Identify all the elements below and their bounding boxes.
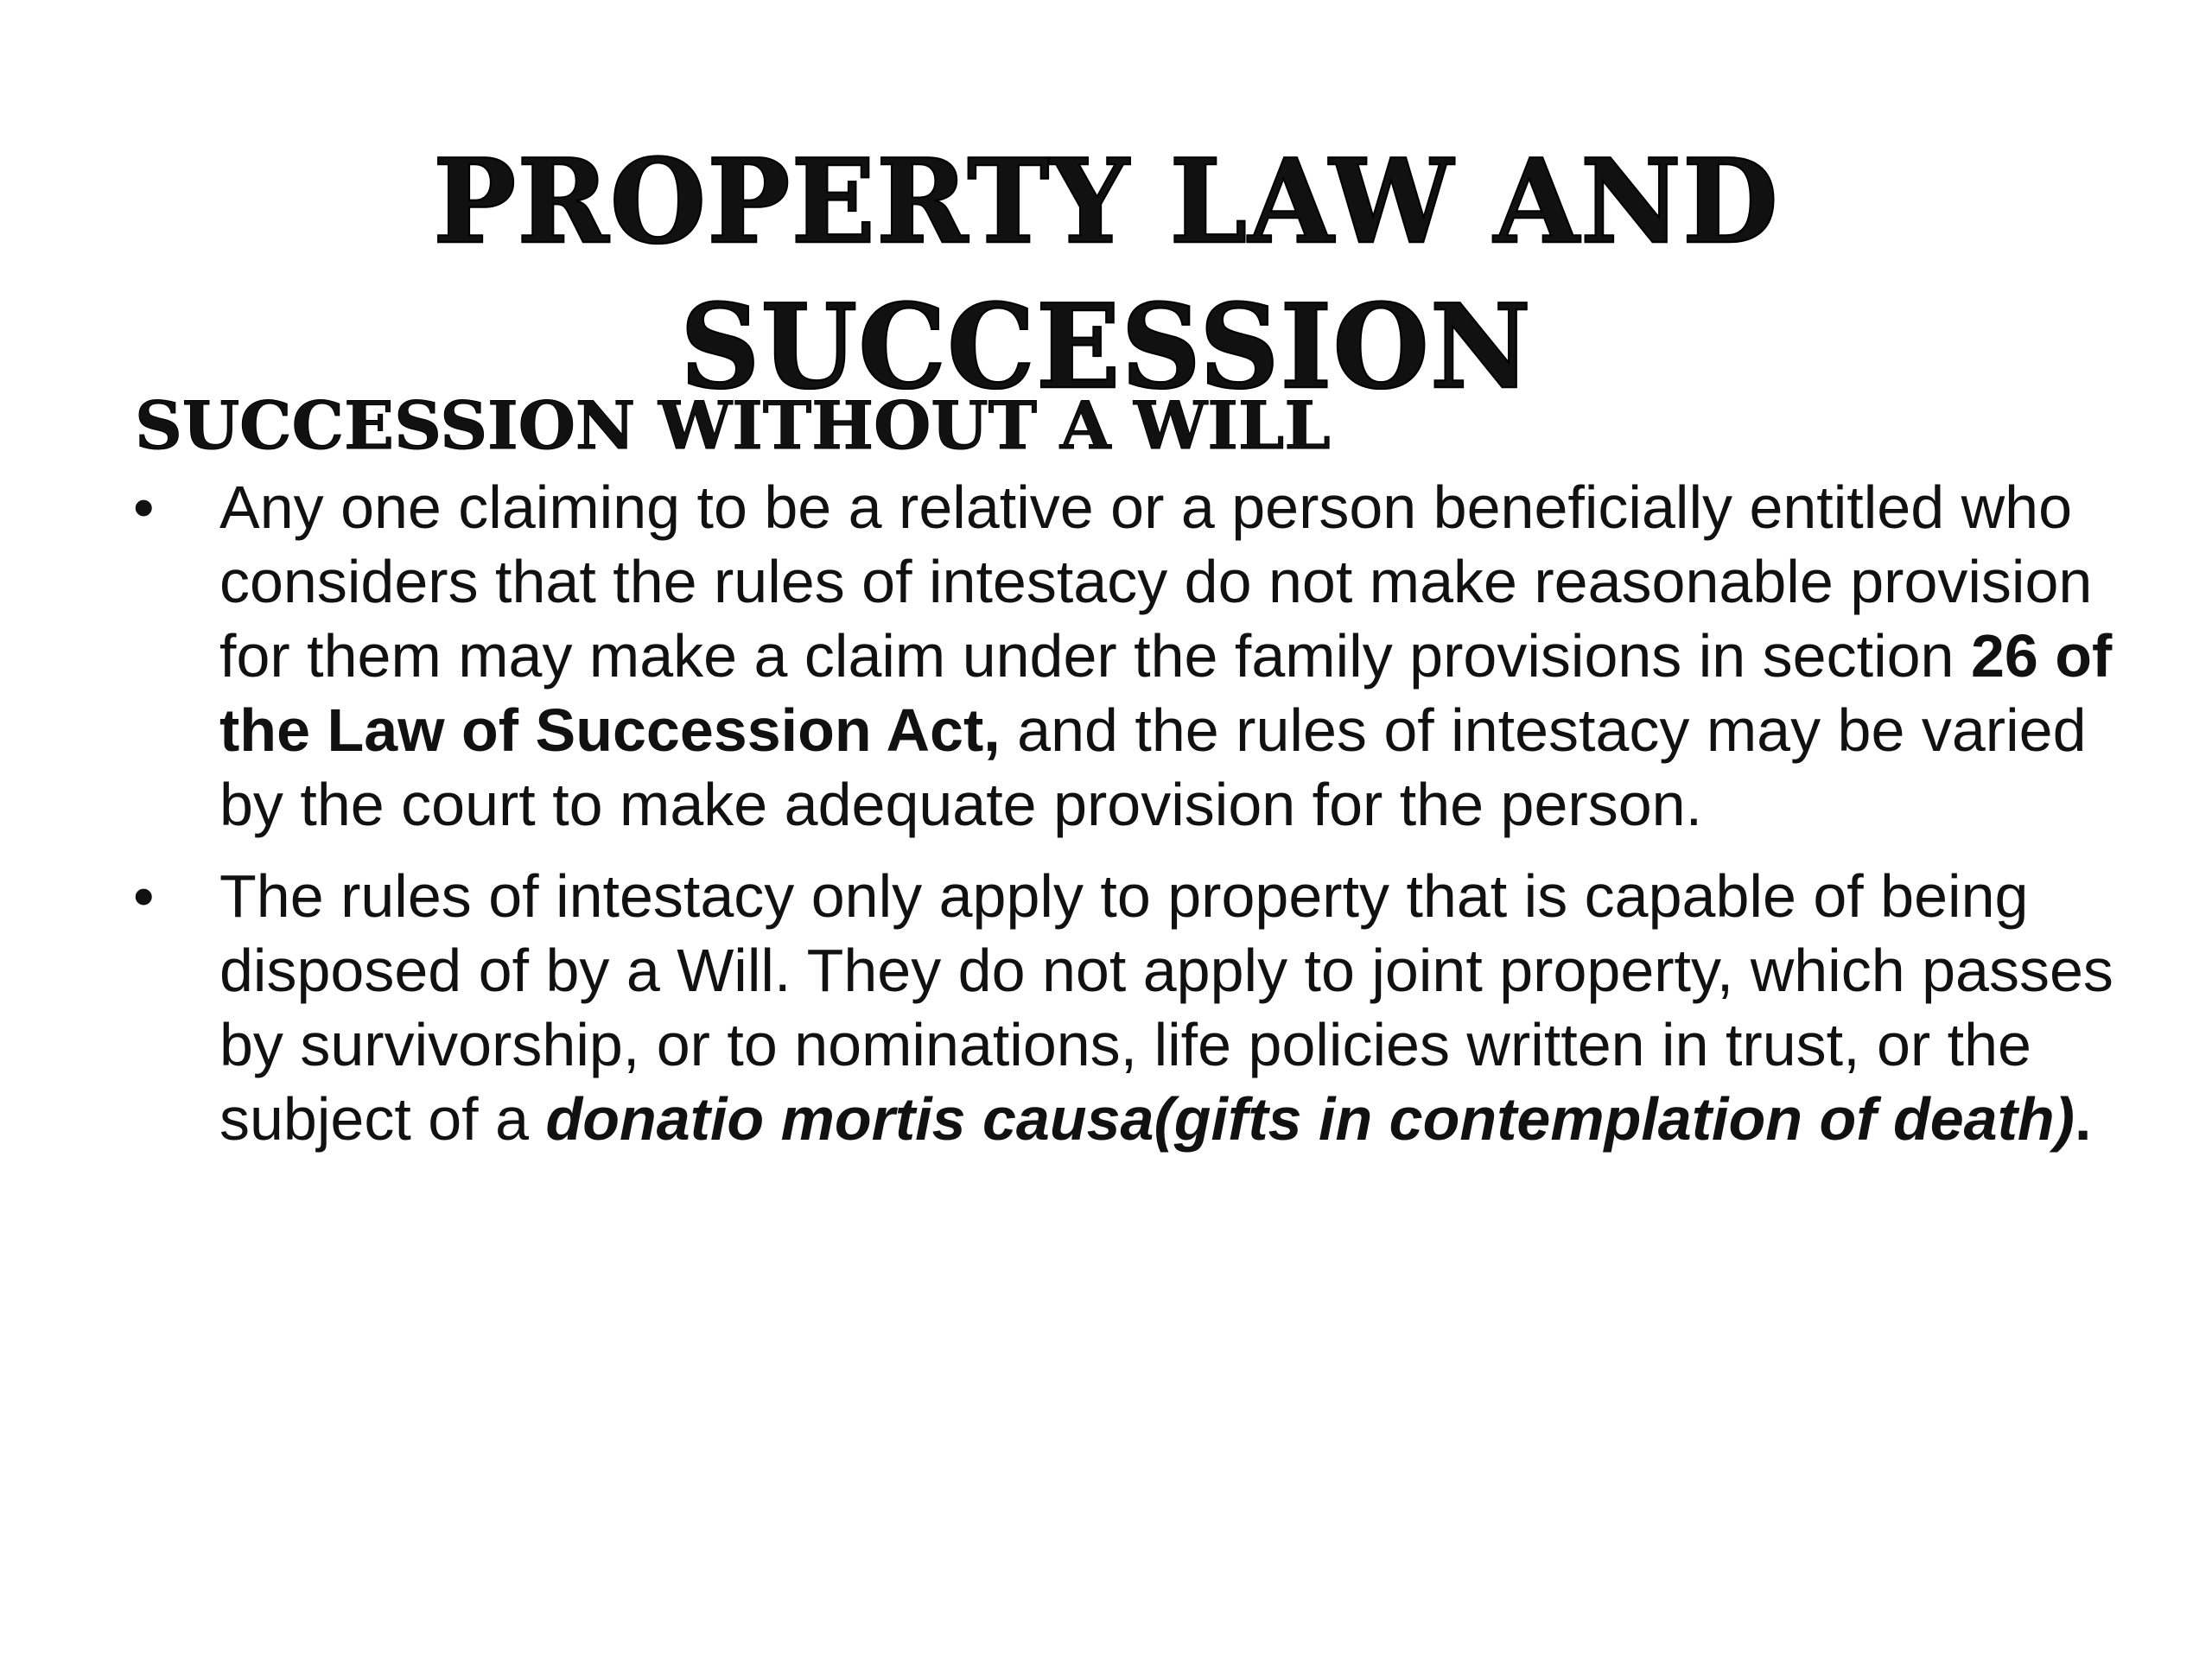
- slide-title: PROPERTY LAW AND SUCCESSION: [433, 134, 1779, 416]
- bullet-list: [130, 470, 2117, 1156]
- slide-content: [130, 387, 2117, 1173]
- bullet-text: and the rules of intestacy may be varied by the court to make adequate provision for the person.: [219, 696, 2087, 838]
- sentence-end: .: [2074, 1085, 2092, 1153]
- bullet-text: Any one claiming to be a relative or a person beneficially entitled who considers that the rules of intestacy do not make reasonable provision for them may make a claim under the family provisions in section: [219, 474, 2093, 690]
- bullet-item-family-provision: [130, 470, 2117, 842]
- latin-term: donatio mortis causa(gifts in contemplation of death): [545, 1085, 2075, 1153]
- section-heading: SUCCESSION WITHOUT A WILL: [135, 387, 1331, 464]
- bullet-item-intestacy-scope: [130, 859, 2117, 1156]
- bullet-icon: •: [133, 862, 155, 930]
- bullet-icon: •: [133, 474, 155, 541]
- act-reference: 26 of the Law of Succession Act,: [219, 622, 2113, 764]
- bullet-text: The rules of intestacy only apply to property that is capable of being disposed of by a Will. They do not apply to joint property, which passes by survivorship, or to nominations, life policies written in trust, or the subject of a: [219, 862, 2113, 1153]
